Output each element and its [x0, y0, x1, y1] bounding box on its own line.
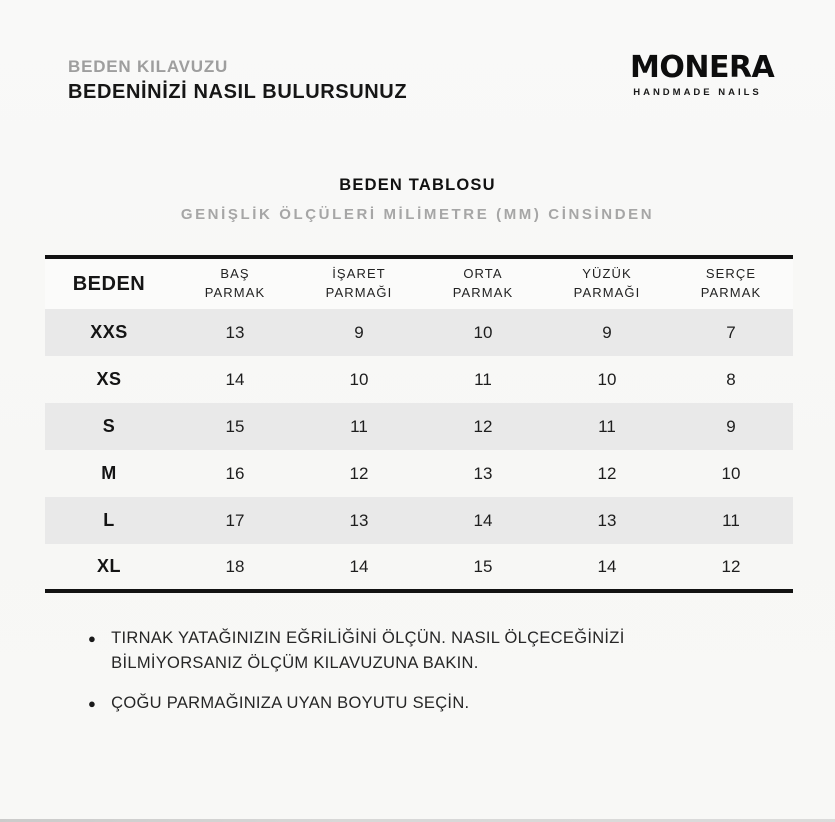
brand-logo [630, 50, 775, 98]
note-text: ÇOĞU PARMAĞINIZA UYAN BOYUTU SEÇİN. [111, 693, 470, 712]
table-row-s [45, 403, 793, 450]
bullet-icon: ● [88, 631, 97, 646]
instruction-notes [88, 626, 753, 730]
brand-tagline: HANDMADE NAILS [633, 87, 762, 98]
table-row-xs [45, 356, 793, 403]
size-value: 14 [349, 556, 369, 576]
column-header-yuzuk-parmagi [545, 257, 669, 309]
size-value: 16 [225, 463, 245, 483]
size-value: 17 [225, 510, 245, 530]
bullet-icon: ● [88, 695, 97, 711]
note-item [88, 691, 753, 716]
size-value: 13 [597, 510, 617, 530]
size-value: 12 [597, 463, 617, 483]
size-value: 15 [225, 416, 245, 436]
brand-name: MONERA [630, 50, 775, 85]
size-value: 14 [473, 510, 493, 530]
table-header-row [45, 257, 793, 309]
column-header-line: PARMAĞI [325, 285, 393, 300]
column-header-line: PARMAĞI [573, 285, 641, 300]
size-label: L [103, 510, 115, 530]
page-title: BEDENİNİZİ NASIL BULURSUNUZ [68, 81, 408, 103]
size-value: 11 [350, 416, 368, 436]
table-row-xl [45, 544, 793, 591]
column-header-beden: BEDEN [72, 272, 146, 295]
column-header-line: PARMAK [452, 285, 514, 300]
column-header-line: SERÇE [705, 266, 757, 282]
size-value: 9 [354, 322, 364, 342]
note-item [88, 626, 753, 676]
table-row-l [45, 497, 793, 544]
size-value: 11 [474, 369, 492, 389]
size-value: 10 [473, 322, 493, 342]
table-title: BEDEN TABLOSU [339, 176, 496, 194]
size-label: M [101, 463, 117, 483]
size-value: 9 [602, 322, 612, 342]
size-label: XXS [90, 322, 128, 342]
table-row-xxs [45, 309, 793, 356]
column-header-orta-parmak [421, 257, 545, 309]
size-value: 12 [721, 556, 741, 576]
table-subtitle: GENİŞLİK ÖLÇÜLERİ MİLİMETRE (MM) CİNSİNDEN [180, 206, 655, 223]
size-value: 10 [597, 369, 617, 389]
size-value: 7 [726, 322, 736, 342]
column-header-bas-parmak [173, 257, 297, 309]
size-value: 10 [349, 369, 369, 389]
column-header-serce-parmak [669, 257, 793, 309]
column-header-line: PARMAK [204, 285, 266, 300]
guide-header [68, 57, 407, 104]
size-value: 12 [473, 416, 493, 436]
size-value: 13 [349, 510, 369, 530]
size-label: S [102, 416, 116, 436]
size-value: 10 [721, 463, 741, 483]
size-value: 14 [597, 556, 617, 576]
column-header-line: ORTA [463, 266, 503, 282]
size-value: 18 [225, 556, 245, 576]
size-value: 11 [598, 416, 616, 436]
column-header-line: YÜZÜK [582, 266, 632, 282]
guide-eyebrow: BEDEN KILAVUZU [68, 57, 229, 76]
size-value: 11 [722, 510, 740, 530]
column-header-isaret-parmagi [297, 257, 421, 309]
size-value: 15 [473, 556, 493, 576]
size-value: 9 [726, 416, 736, 436]
size-table [45, 255, 793, 593]
size-value: 14 [225, 369, 245, 389]
size-value: 8 [726, 369, 736, 389]
size-value: 12 [349, 463, 369, 483]
size-value: 13 [473, 463, 493, 483]
table-row-m [45, 450, 793, 497]
size-label: XL [96, 556, 121, 576]
column-header-line: PARMAK [700, 285, 762, 300]
size-label: XS [96, 369, 122, 389]
column-header-line: BAŞ [220, 266, 250, 282]
column-header-line: İŞARET [332, 266, 386, 282]
note-text: TIRNAK YATAĞINIZIN EĞRİLİĞİNİ ÖLÇÜN. NASIL ÖLÇECEĞİNİZİ BİLMİYORSANIZ ÖLÇÜM KILAVUZUNA BAKIN. [111, 629, 625, 672]
size-table-wrap [45, 255, 793, 593]
size-value: 13 [225, 322, 245, 342]
